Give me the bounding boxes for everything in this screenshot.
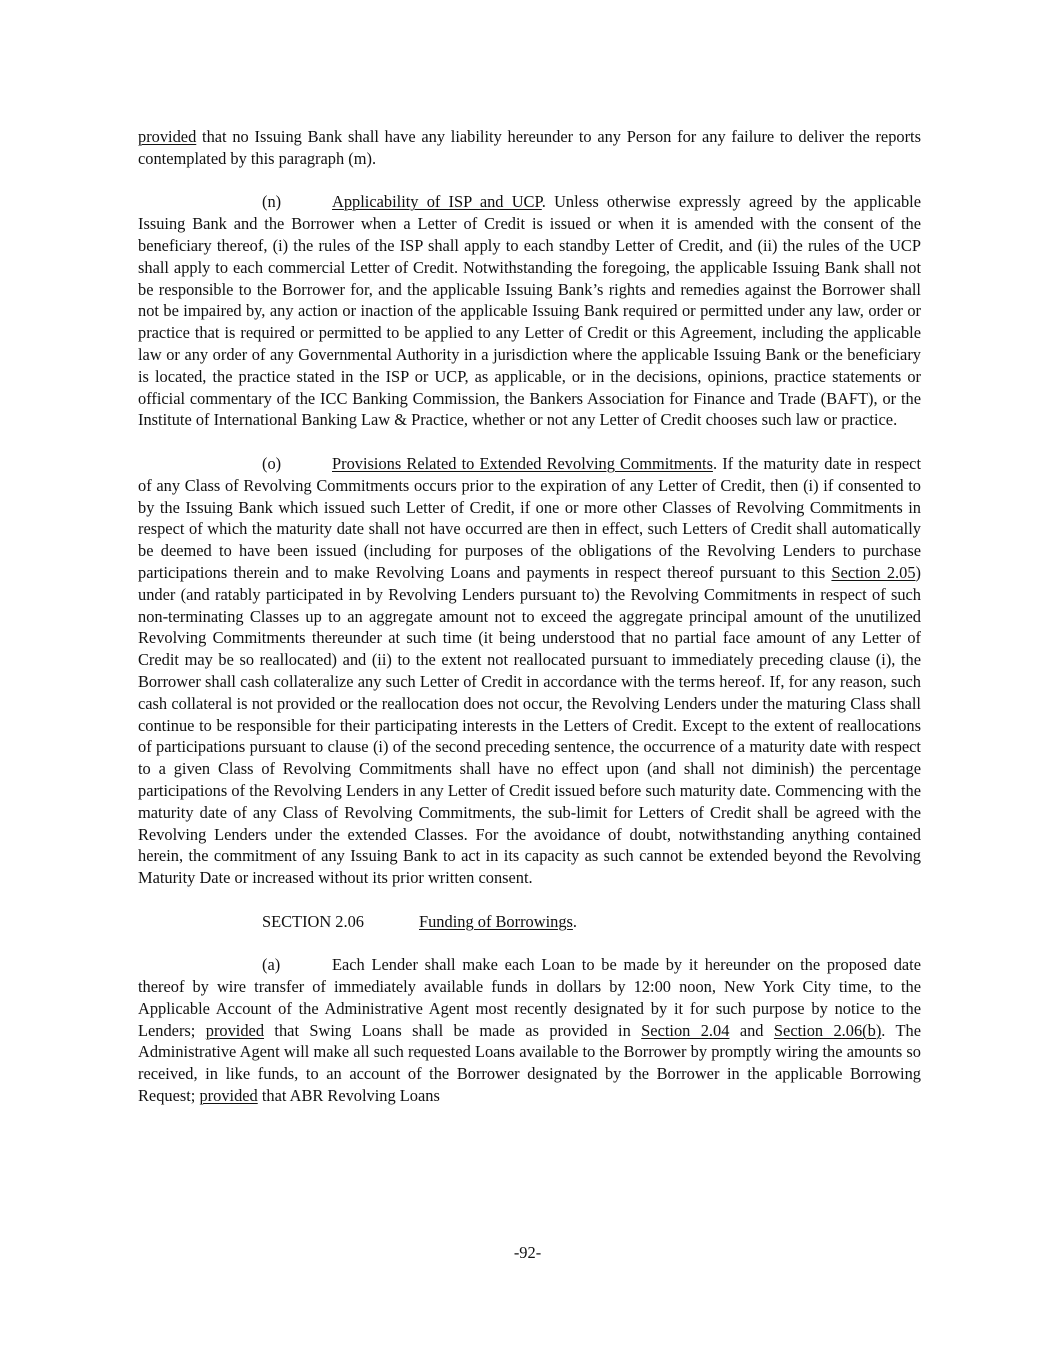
section-reference: Section 2.04 xyxy=(641,1020,730,1040)
paragraph-text: and xyxy=(729,1020,774,1040)
section-number: SECTION 2.06 xyxy=(262,911,364,931)
paragraph-text: . Unless otherwise expressly agreed by the applicable Issuing Bank and the Borrower when a Letter of Credit is issued or when it is amended with the consent of the beneficiary thereof, (i) the rules of the ISP shall apply to each standby Letter of Credit, and (ii) the rules of the UCP shall apply to each commercial Letter of Credit. Notwithstanding the foregoing, the applicable Issuing Bank shall not be responsible to the Borrower for, and the applicable Issuing Bank’s rights and remedies against the Borrower shall not be impaired by, any action or inaction of the applicable Issuing Bank required or permitted under any law, order or practice that is required or permitted to be applied to any Letter of Credit or this Agreement, including the applicable law or any order of any Governmental Authority in a jurisdiction where the applicable Issuing Bank or the beneficiary is located, the practice stated in the ISP or UCP, as applicable, or in the decisions, opinions, practice statements or official commentary of the ICC Banking Commission, the Bankers Association for Finance and Trade (BAFT), or the Institute of International Banking Law & Practice, whether or not any Letter of Credit chooses such law or practice. xyxy=(138,192,921,430)
section-title-period: . xyxy=(572,911,578,931)
paragraph-text: that Swing Loans shall be made as provided in xyxy=(264,1020,642,1040)
paragraph-a xyxy=(138,954,921,1107)
paragraph-text: that ABR Revolving Loans xyxy=(257,1086,440,1106)
paragraph-number: (a) xyxy=(262,955,281,975)
paragraph-title: Provisions Related to Extended Revolving Commitments xyxy=(332,453,713,473)
paragraph-text: that no Issuing Bank shall have any liability hereunder to any Person for any failure to deliver the reports contemplated by this paragraph (m). xyxy=(138,127,921,168)
section-heading xyxy=(138,911,921,933)
paragraph-number: (o) xyxy=(262,453,282,473)
provided-term: provided xyxy=(199,1086,258,1106)
section-reference: Section 2.06(b) xyxy=(773,1020,882,1040)
page-number: -92- xyxy=(513,1243,542,1262)
paragraph-text: Each Lender shall make each Loan to be made by it hereunder on the proposed date thereof by wire transfer of immediately available funds in dollars by 12:00 noon, New York City time, to the Applicable Account of the Administrative Agent most recently designated by it for such purpose by notice to the Lenders; xyxy=(138,955,921,1040)
page-body xyxy=(138,126,921,1129)
provided-term: provided xyxy=(205,1020,265,1040)
paragraph-number: (n) xyxy=(262,192,282,212)
paragraph-m-continuation xyxy=(138,126,921,170)
section-reference: Section 2.05 xyxy=(831,562,916,582)
section-title: Funding of Borrowings xyxy=(419,911,573,931)
paragraph-title: Applicability of ISP and UCP xyxy=(332,192,542,212)
paragraph-text: ) under (and ratably participated in by Revolving Lenders pursuant to) the Revolving Commitments in respect of such non-terminating Classes up to an aggregate amount not to exceed the aggregate principal amount of the unutilized Revolving Commitments thereunder at such time (it being understood that no partial face amount of any Letter of Credit may be so reallocated) and (ii) to the extent not reallocated pursuant to immediately preceding clause (i), the Borrower shall cash collateralize any such Letter of Credit in accordance with the terms hereof. If, for any reason, such cash collateral is not provided or the reallocation does not occur, the Revolving Lenders under the maturing Class shall continue to be responsible for their participating interests in the Letters of Credit. Except to the extent of reallocations of participations pursuant to clause (i) of the second preceding sentence, the occurrence of a maturity date with respect to a given Class of Revolving Commitments shall have no effect upon (and shall not diminish) the percentage participations of the Revolving Lenders in any Letter of Credit issued before such maturity date. Commencing with the maturity date of any Class of Revolving Commitments, the sub-limit for Letters of Credit shall be agreed with the Revolving Lenders under the extended Classes. For the avoidance of doubt, notwithstanding anything contained herein, the commitment of any Issuing Bank to act in its capacity as such cannot be extended beyond the Revolving Maturity Date or increased without its prior written consent. xyxy=(138,562,921,888)
paragraph-n xyxy=(138,191,921,431)
provided-term: provided xyxy=(138,127,197,146)
paragraph-o xyxy=(138,453,921,889)
paragraph-text: . The Administrative Agent will make all such requested Loans available to the Borrower by promptly wiring the amounts so received, in like funds, to an account of the Borrower designated by the Borrower in the applicable Borrowing Request; xyxy=(138,1020,921,1106)
paragraph-text: . If the maturity date in respect of any Class of Revolving Commitments occurs prior to the expiration of any Letter of Credit, then (i) if consented to by the Issuing Bank which issued such Letter of Credit, if one or more other Classes of Revolving Commitments in respect of which the maturity date shall not have occurred are then in effect, such Letters of Credit shall automatically be deemed to have been issued (including for purposes of the obligations of the Revolving Lenders to purchase participations therein and to make Revolving Loans and payments in respect thereof pursuant to this xyxy=(138,453,921,582)
